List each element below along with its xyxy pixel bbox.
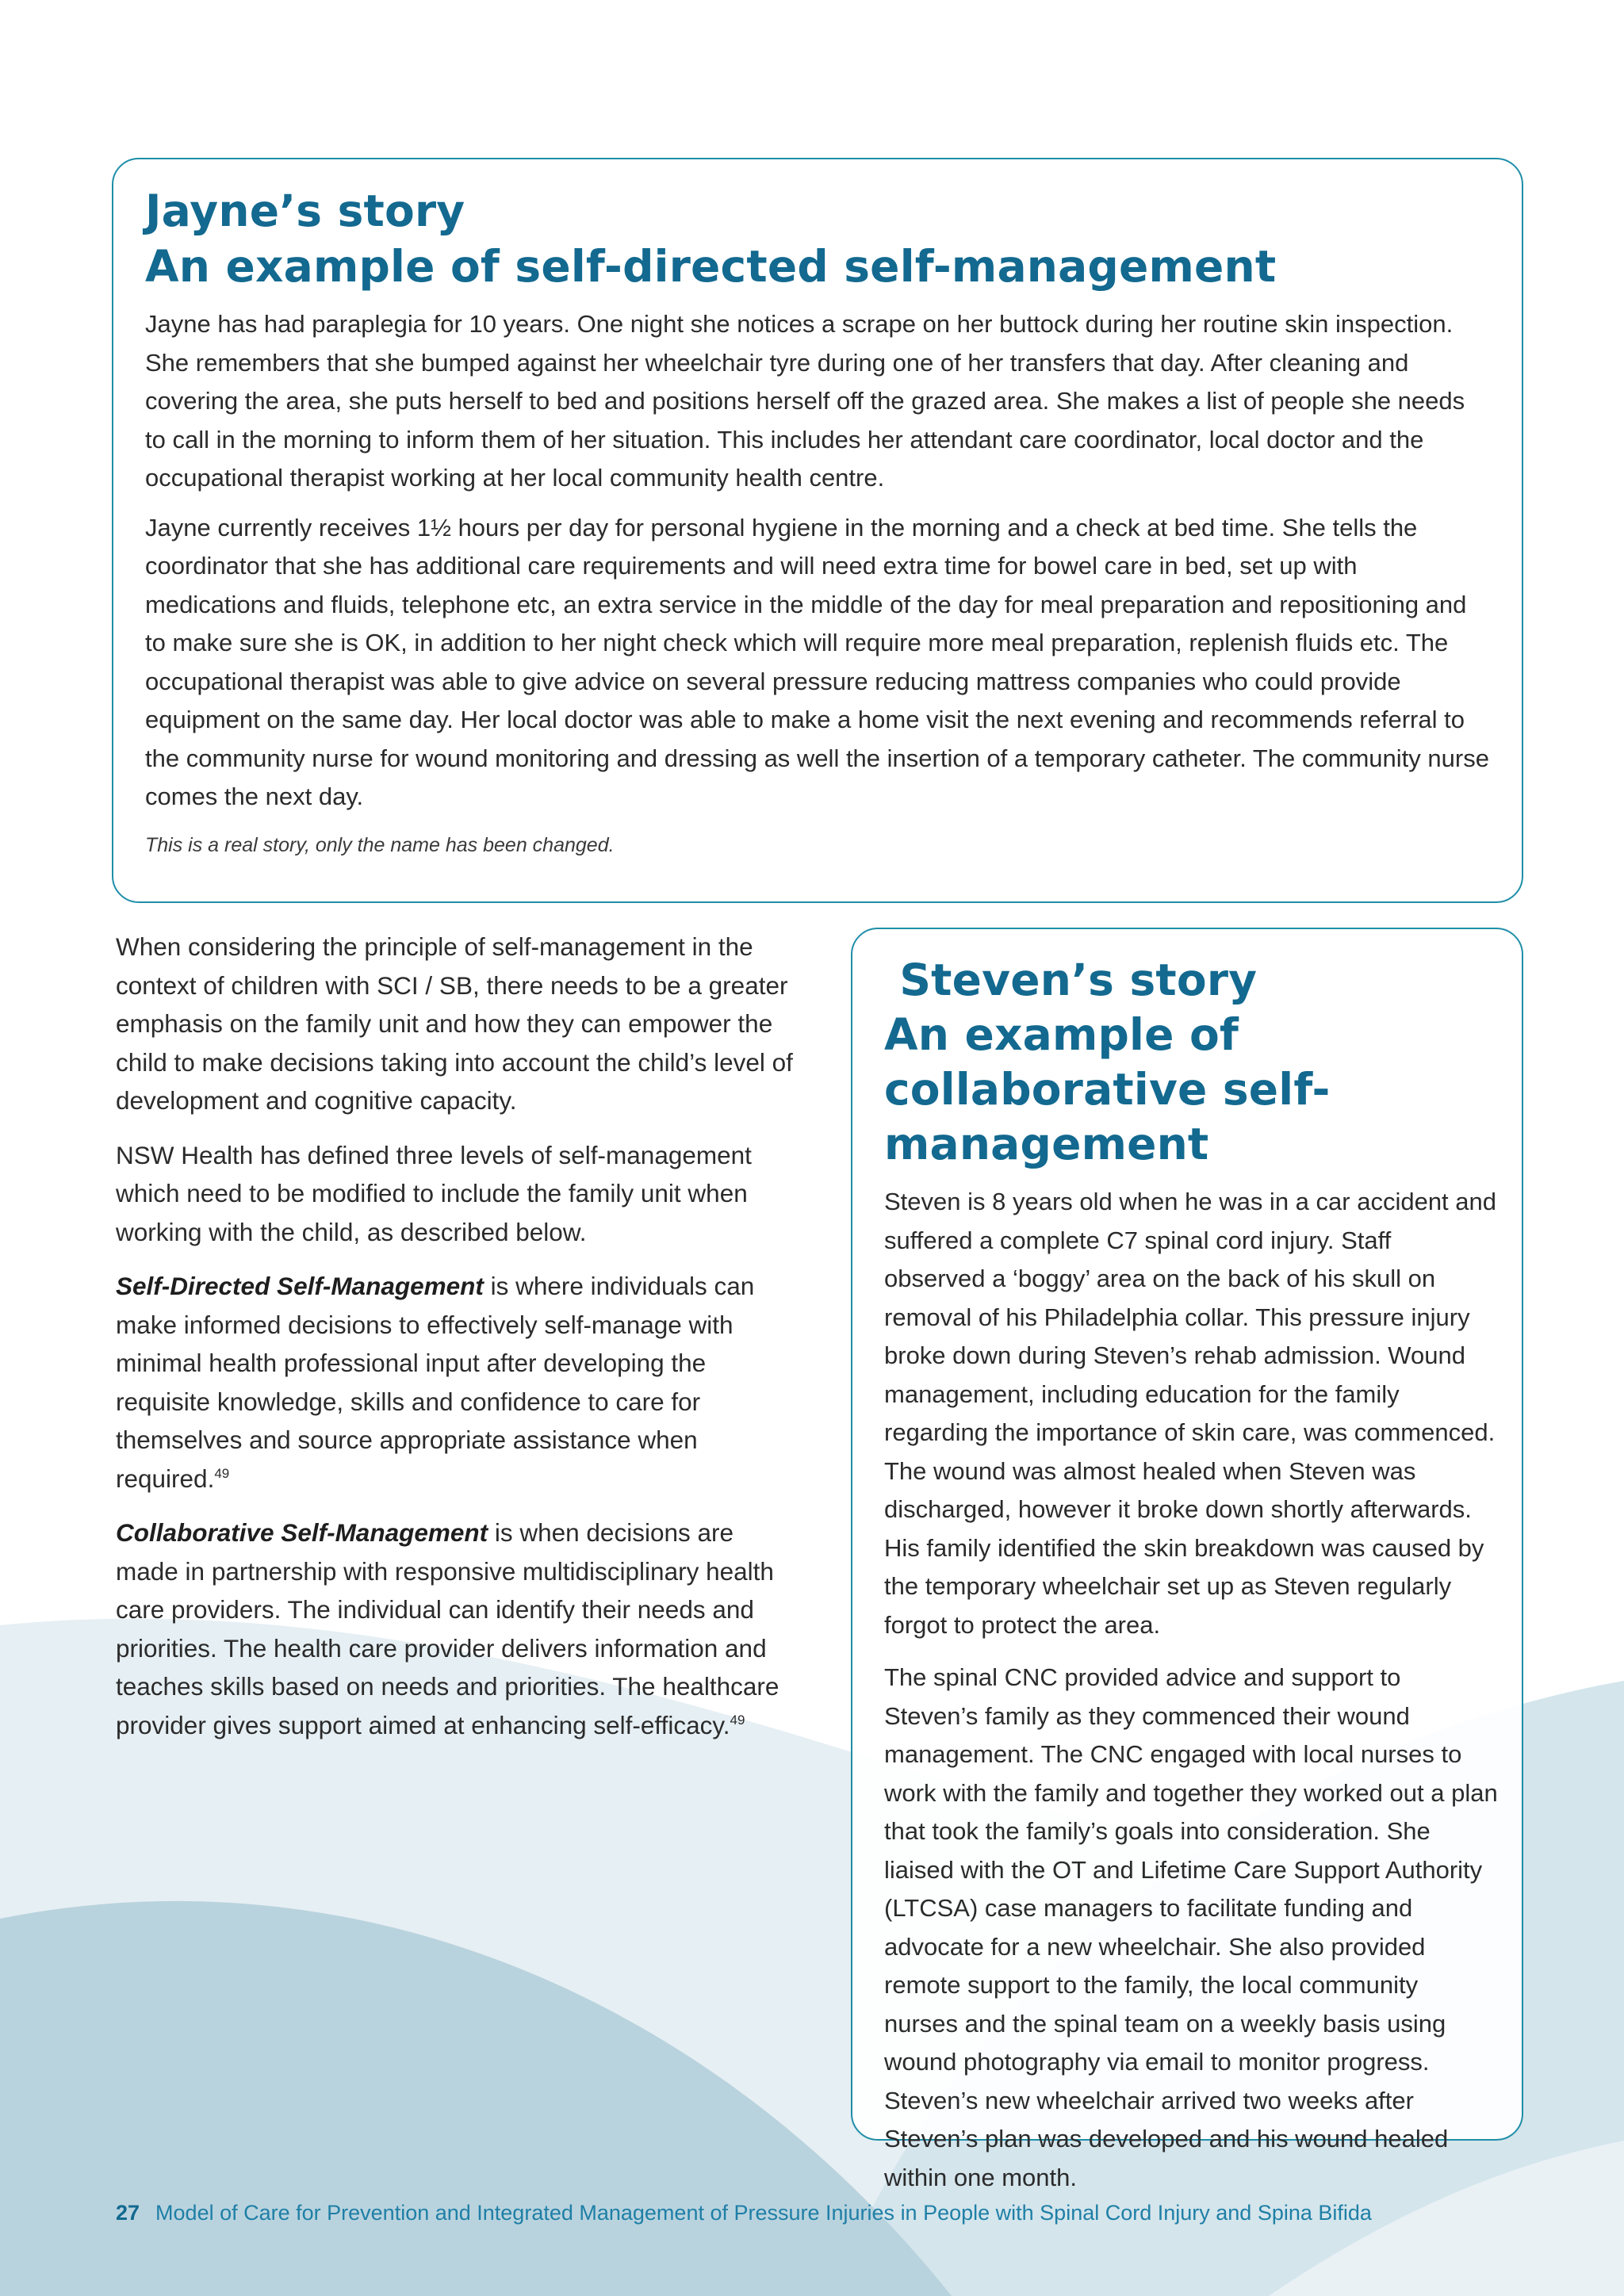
collaborative-text: is when decisions are made in partnership with responsive multidisciplinary health care providers. The individual can identify their needs and priorities. The health care provider delivers information and teaches skills based on needs and priorities. The healthcare provider gives support aimed at enhancing self-efficacy. bbox=[116, 1518, 779, 1739]
jayne-paragraph-2: Jayne currently receives 1½ hours per day for personal hygiene in the morning and a check at bed time. She tells the coordinator that she has additional care requirements and will need extra time for bowel care in bed, set up with medications and fluids, telephone etc, an extra service in the middle of the day for meal preparation and repositioning and to make sure she is OK, in addition to her night check which will require more meal preparation, replenish fluids etc. The occupational therapist was able to give advice on several pressure reducing mattress companies who could provide equipment on the same day. Her local doctor was able to make a home visit the next evening and recommends referral to the community nurse for wound monitoring and dressing as well the insertion of a temporary catheter. The community nurse comes the next day. bbox=[145, 513, 1489, 810]
jayne-story-note: This is a real story, only the name has been changed. bbox=[145, 833, 615, 856]
jayne-story-heading bbox=[145, 183, 1492, 294]
page-number: 27 bbox=[116, 2201, 140, 2225]
main-text-column bbox=[116, 928, 798, 1744]
collaborative-term: Collaborative Self-Management bbox=[116, 1518, 488, 1547]
main-paragraph-2: NSW Health has defined three levels of self-management which need to be modified to include the family unit when working with the child, as described below. bbox=[116, 1140, 752, 1246]
footer-title: Model of Care for Prevention and Integrated Management of Pressure Injuries in People with Spinal Cord Injury and Spina Bifida bbox=[155, 2201, 1372, 2225]
main-paragraph-1: When considering the principle of self-management in the context of children with SCI / SB, there needs to be a greater emphasis on the family unit and how they can empower the child to make decisions taking into account the child’s level of development and cognitive capacity. bbox=[116, 932, 793, 1115]
self-directed-term: Self-Directed Self-Management bbox=[116, 1272, 484, 1300]
self-directed-text: is where individuals can make informed decisions to effectively self-manage with minimal health professional input after developing the requisite knowledge, skills and confidence to care for themselves and source appropriate assistance when required. bbox=[116, 1272, 755, 1493]
collaborative-definition bbox=[116, 1513, 798, 1744]
jayne-story-title: Jayne’s story bbox=[145, 186, 465, 236]
steven-paragraph-1: Steven is 8 years old when he was in a car accident and suffered a complete C7 spinal cord injury. Staff observed a ‘boggy’ area on the back of his skull on removal of his Philadelphia collar. This pressure injury broke down during Steven’s rehab admission. Wound management, including education for the family regarding the importance of skin care, was commenced. The wound was almost healed when Steven was discharged, however it broke down shortly afterwards. His family identified the skin breakdown was caused by the temporary wheelchair set up as Steven regularly forgot to protect the area. bbox=[884, 1188, 1497, 1639]
steven-story-heading bbox=[884, 953, 1498, 1172]
collaborative-reference: 49 bbox=[730, 1712, 745, 1728]
jayne-paragraph-1: Jayne has had paraplegia for 10 years. One night she notices a scrape on her buttock during her routine skin inspection. She remembers that she bumped against her wheelchair tyre during one of her transfers that day. After cleaning and covering the area, she puts herself to bed and positions herself off the grazed area. She makes a list of people she needs to call in the morning to inform them of her situation. This includes her attendant care coordinator, local doctor and the occupational therapist working at her local community health centre. bbox=[145, 310, 1465, 492]
jayne-story-subtitle: An example of self-directed self-management bbox=[145, 241, 1277, 292]
self-directed-definition bbox=[116, 1267, 798, 1498]
jayne-story-box bbox=[112, 158, 1523, 903]
steven-story-subtitle: An example of collaborative self-management bbox=[884, 1009, 1331, 1169]
steven-paragraph-2: The spinal CNC provided advice and support to Steven’s family as they commenced their wound management. The CNC engaged with local nurses to work with the family and together they worked out a plan that took the family’s goals into consideration. She liaised with the OT and Lifetime Care Support Authority (LTCSA) case managers to facilitate funding and advocate for a new wheelchair. She also provided remote support to the family, the local community nurses and the spinal team on a weekly basis using wound photography via email to monitor progress. Steven’s new wheelchair arrived two weeks after Steven’s plan was developed and his wound healed within one month. bbox=[884, 1663, 1498, 2191]
self-directed-reference: 49 bbox=[214, 1465, 230, 1481]
page-footer bbox=[116, 2201, 1372, 2225]
steven-story-box bbox=[851, 928, 1523, 2191]
steven-story-title: Steven’s story bbox=[884, 955, 1258, 1005]
